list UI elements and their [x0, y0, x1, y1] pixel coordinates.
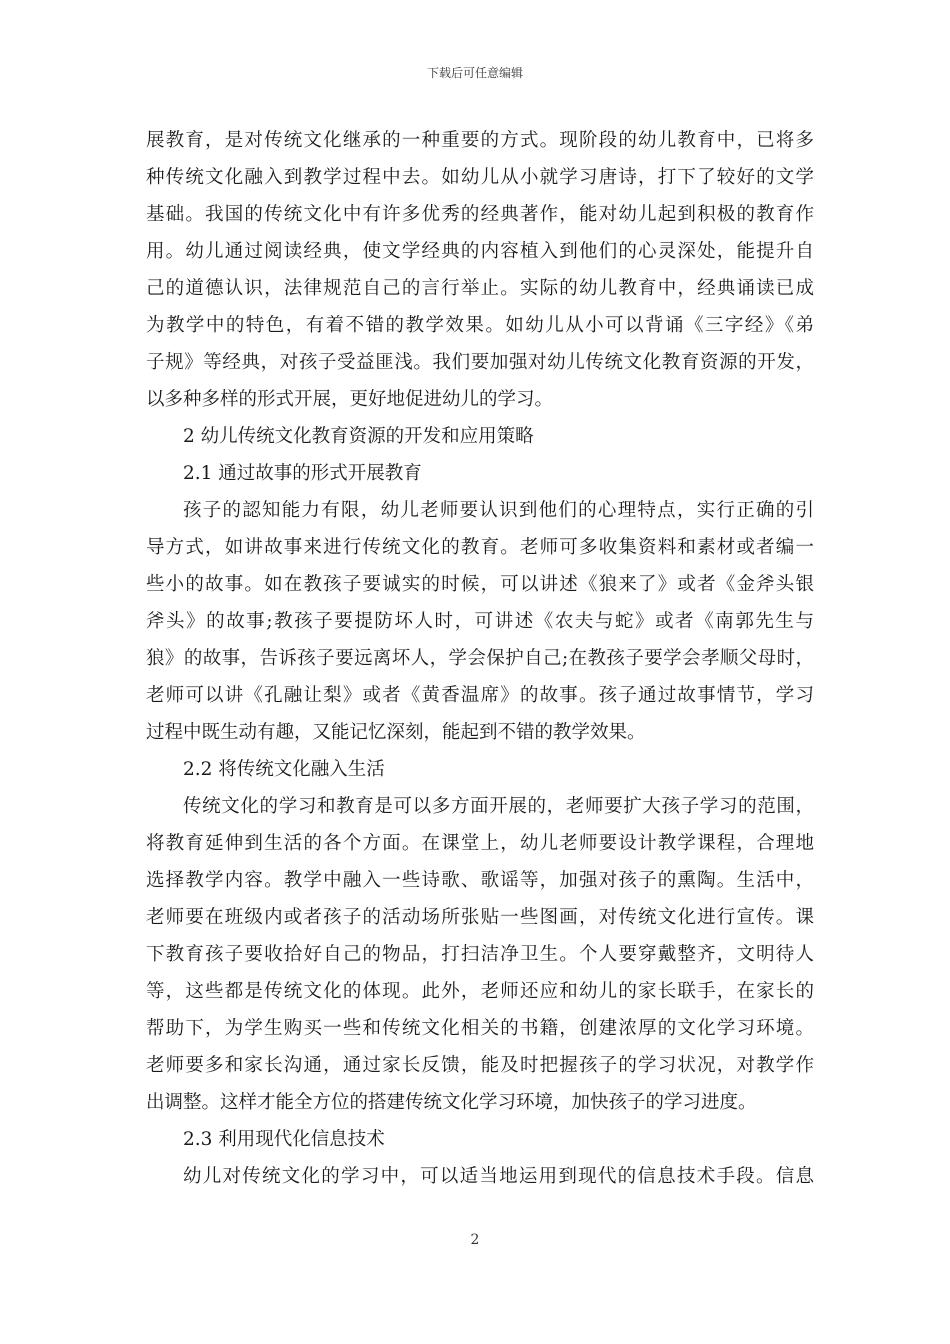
text-line: 用。幼儿通过阅读经典，使文学经典的内容植入到他们的心灵深处，能提升自 — [146, 241, 814, 262]
text-line: 导方式，如讲故事来进行传统文化的教育。老师可多收集资料和素材或者编一 — [146, 537, 814, 558]
text-line: 些小的故事。如在教孩子要诚实的时候，可以讲述《狼来了》或者《金斧头银 — [146, 574, 814, 595]
text-line: 为教学中的特色，有着不错的教学效果。如幼儿从小可以背诵《三字经》《弟 — [146, 315, 814, 336]
text-line: 狼》的故事，告诉孩子要远离坏人，学会保护自己;在教孩子要学会孝顺父母时， — [146, 648, 814, 669]
text-line: 出调整。这样才能全方位的搭建传统文化学习环境，加快孩子的学习进度。 — [146, 1092, 757, 1113]
subsection-heading: 2.1 通过故事的形式开展教育 — [183, 463, 422, 484]
text-line: 展教育，是对传统文化继承的一种重要的方式。现阶段的幼儿教育中，已将多 — [146, 130, 814, 151]
text-line: 将教育延伸到生活的各个方面。在课堂上，幼儿老师要设计教学课程，合理地 — [146, 833, 814, 854]
text-line: 帮助下，为学生购买一些和传统文化相关的书籍，创建浓厚的文化学习环境。 — [146, 1018, 814, 1039]
text-line: 等，这些都是传统文化的体现。此外，老师还应和幼儿的家长联手，在家长的 — [146, 981, 814, 1002]
text-line: 幼儿对传统文化的学习中，可以适当地运用到现代的信息技术手段。信息 — [183, 1166, 814, 1187]
subsection-heading: 2.3 利用现代化信息技术 — [183, 1129, 385, 1150]
section-heading: 2 幼儿传统文化教育资源的开发和应用策略 — [183, 426, 534, 447]
text-line: 选择教学内容。教学中融入一些诗歌、歌谣等，加强对孩子的熏陶。生活中， — [146, 870, 814, 891]
subsection-heading: 2.2 将传统文化融入生活 — [183, 759, 385, 780]
text-line: 过程中既生动有趣，又能记忆深刻，能起到不错的教学效果。 — [146, 722, 646, 743]
text-line: 下教育孩子要收拾好自己的物品，打扫洁净卫生。个人要穿戴整齐，文明待人 — [146, 944, 814, 965]
text-line: 子规》等经典，对孩子受益匪浅。我们要加强对幼儿传统文化教育资源的开发， — [146, 352, 814, 373]
text-line: 老师要多和家长沟通，通过家长反馈，能及时把握孩子的学习状况，对教学作 — [146, 1055, 814, 1076]
text-line: 以多种多样的形式开展，更好地促进幼儿的学习。 — [146, 389, 554, 410]
page-header: 下载后可任意编辑 — [426, 66, 523, 80]
text-line: 基础。我国的传统文化中有许多优秀的经典著作，能对幼儿起到积极的教育作 — [146, 204, 814, 225]
text-line: 老师要在班级内或者孩子的活动场所张贴一些图画，对传统文化进行宣传。课 — [146, 907, 814, 928]
text-line: 孩子的認知能力有限，幼儿老师要认识到他们的心理特点，实行正确的引 — [183, 500, 814, 521]
page-number: 2 — [470, 1232, 480, 1248]
text-line: 斧头》的故事;教孩子要提防坏人时，可讲述《农夫与蛇》或者《南郭先生与 — [146, 611, 814, 632]
text-line: 己的道德认识，法律规范自己的言行举止。实际的幼儿教育中，经典诵读已成 — [146, 278, 814, 299]
document-body — [146, 122, 814, 1195]
text-line: 种传统文化融入到教学过程中去。如幼儿从小就学习唐诗，打下了较好的文学 — [146, 167, 814, 188]
text-line: 老师可以讲《孔融让梨》或者《黄香温席》的故事。孩子通过故事情节，学习 — [146, 685, 814, 706]
text-line: 传统文化的学习和教育是可以多方面开展的，老师要扩大孩子学习的范围， — [183, 796, 814, 817]
